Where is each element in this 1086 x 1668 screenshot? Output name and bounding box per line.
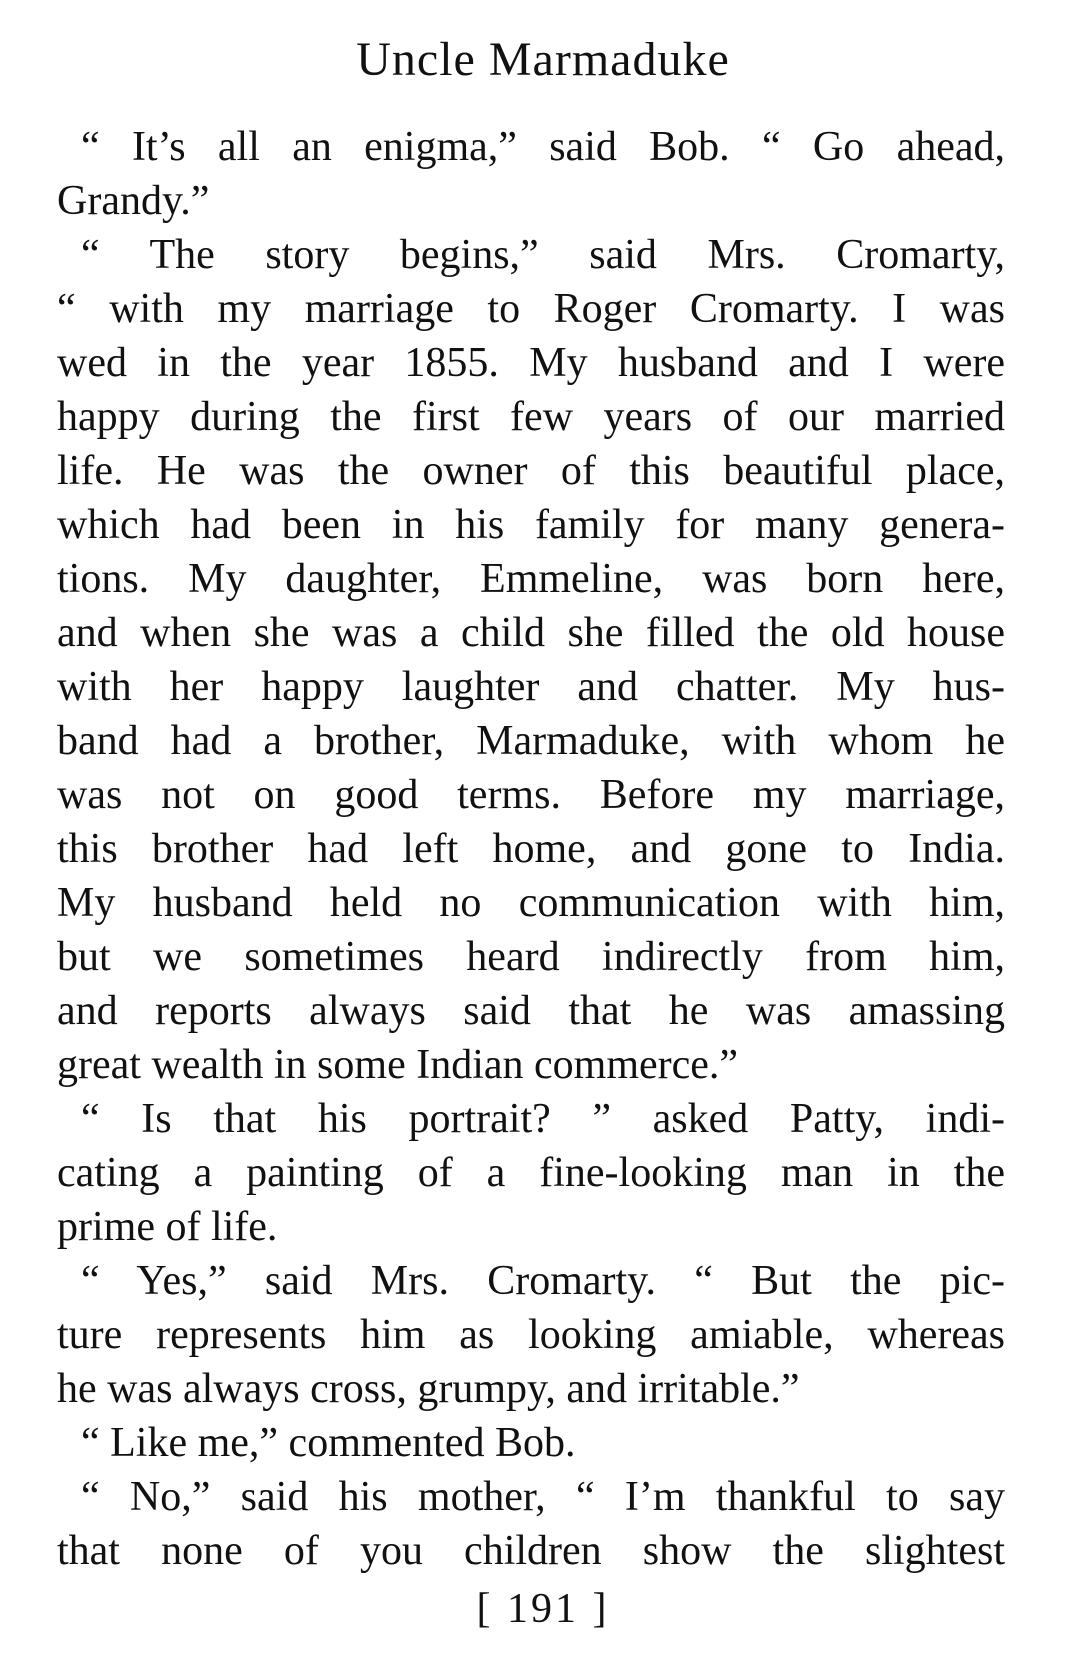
text-line: he was always cross, grumpy, and irritable.” xyxy=(57,1366,800,1412)
text-line: with her happy laughter and chatter. My hus- xyxy=(57,664,1005,710)
text-line: cating a painting of a fine-looking man in the xyxy=(57,1150,1005,1196)
text-line: band had a brother, Marmaduke, with whom he xyxy=(57,718,1005,764)
text-line: which had been in his family for many genera- xyxy=(57,502,1005,548)
text-line: “ It’s all an enigma,” said Bob. “ Go ahead, xyxy=(81,124,1005,170)
text-line: “ Yes,” said Mrs. Cromarty. “ But the pic- xyxy=(81,1258,1005,1304)
body-text xyxy=(57,120,1005,1578)
paragraph xyxy=(57,1092,1005,1254)
paragraph xyxy=(57,1470,1005,1578)
text-line: wed in the year 1855. My husband and I were xyxy=(57,340,1005,386)
text-line: but we sometimes heard indirectly from him, xyxy=(57,934,1005,980)
paragraph xyxy=(57,120,1005,228)
running-head: Uncle Marmaduke xyxy=(356,33,730,86)
text-line: prime of life. xyxy=(57,1204,278,1250)
text-line: and reports always said that he was amassing xyxy=(57,988,1005,1034)
text-line: and when she was a child she filled the old house xyxy=(57,610,1005,656)
text-line: “ with my marriage to Roger Cromarty. I was xyxy=(57,286,1005,332)
text-line: My husband held no communication with him, xyxy=(57,880,1005,926)
text-line: great wealth in some Indian commerce.” xyxy=(57,1042,739,1088)
text-line: ture represents him as looking amiable, whereas xyxy=(57,1312,1005,1358)
text-line: “ The story begins,” said Mrs. Cromarty, xyxy=(81,232,1005,278)
text-line: happy during the first few years of our married xyxy=(57,394,1005,440)
text-line: this brother had left home, and gone to India. xyxy=(57,826,1005,872)
text-line: that none of you children show the slightest xyxy=(57,1528,1005,1574)
text-line: tions. My daughter, Emmeline, was born here, xyxy=(57,556,1005,602)
paragraph xyxy=(57,1254,1005,1416)
paragraph xyxy=(57,228,1005,1092)
text-line: life. He was the owner of this beautiful place, xyxy=(57,448,1005,494)
text-line: “ Like me,” commented Bob. xyxy=(81,1420,576,1466)
text-line: Grandy.” xyxy=(57,178,210,224)
text-line: “ No,” said his mother, “ I’m thankful to say xyxy=(81,1474,1005,1520)
text-line: “ Is that his portrait? ” asked Patty, indi- xyxy=(81,1096,1005,1142)
text-line: was not on good terms. Before my marriage, xyxy=(57,772,1005,818)
page-number: [ 191 ] xyxy=(476,1586,610,1632)
paragraph xyxy=(57,1416,1005,1470)
